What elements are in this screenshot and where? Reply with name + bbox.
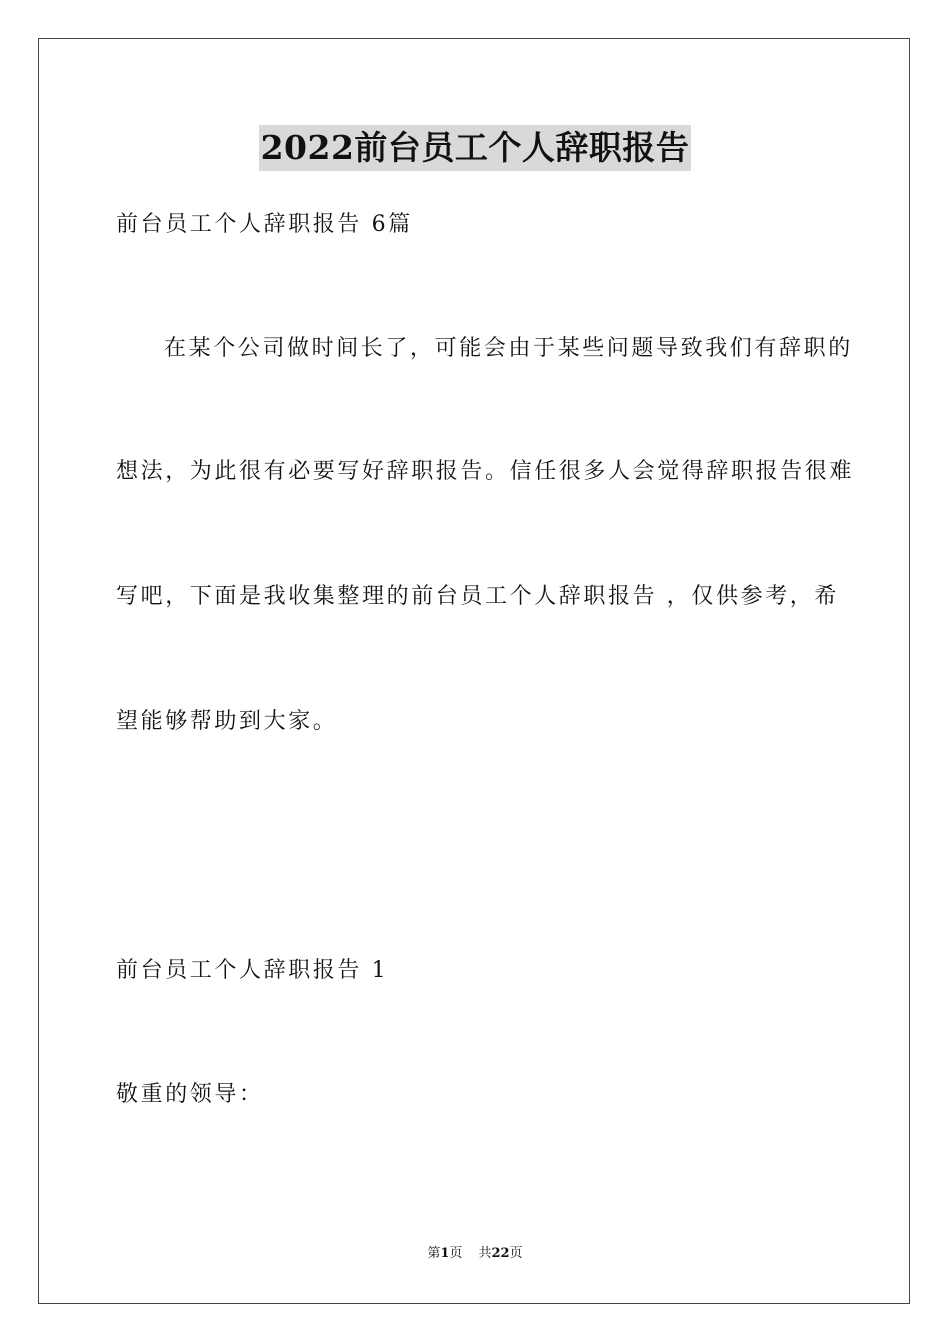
intro-line-3: 写吧，下面是我收集整理的前台员工个人辞职报告 ，仅供参考，希	[116, 584, 839, 609]
footer-page-prefix: 第	[427, 1246, 441, 1261]
salutation: 敬重的领导：	[116, 1082, 264, 1107]
section-heading: 前台员工个人辞职报告 1	[116, 958, 389, 983]
intro-line-2: 想法，为此很有必要写好辞职报告。信任很多人会觉得辞职报告很难	[116, 459, 855, 484]
intro-line-4: 望能够帮助到大家。	[116, 709, 338, 734]
title-container	[0, 125, 950, 171]
footer-total-pages: 22	[491, 1246, 510, 1261]
document-subtitle: 前台员工个人辞职报告 6篇	[116, 212, 413, 237]
document-title: 2022前台员工个人辞职报告	[259, 125, 692, 171]
footer-total-prefix: 共	[478, 1246, 492, 1261]
footer-page-suffix: 页	[449, 1246, 463, 1261]
footer-page-number: 1	[440, 1246, 450, 1261]
page-footer	[0, 1245, 950, 1263]
footer-total-suffix: 页	[509, 1246, 523, 1261]
intro-line-1: 在某个公司做时间长了，可能会由于某些问题导致我们有辞职的	[164, 336, 853, 361]
